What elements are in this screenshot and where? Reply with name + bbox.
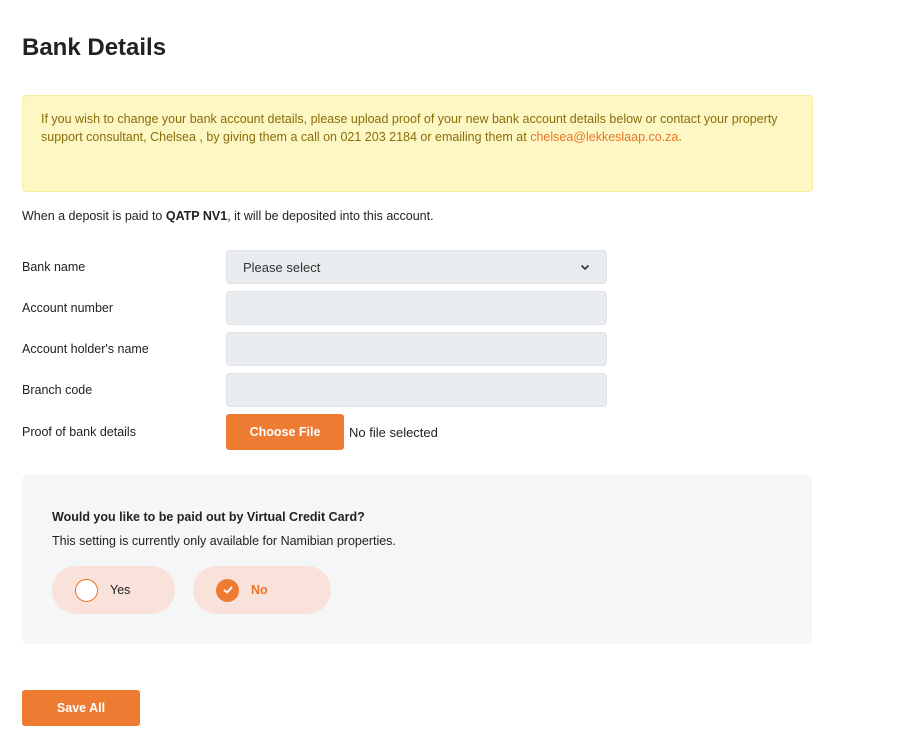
vcc-question: Would you like to be paid out by Virtual Credit Card? <box>52 510 365 524</box>
bank-name-selected-value: Please select <box>243 259 321 275</box>
proof-label: Proof of bank details <box>22 425 136 439</box>
account-holder-row <box>22 332 612 366</box>
intro-text: When a deposit is paid to <box>22 209 166 223</box>
account-number-input[interactable] <box>226 291 607 325</box>
account-number-row <box>22 291 612 325</box>
radio-unchecked-icon <box>75 579 98 602</box>
bank-name-select[interactable] <box>226 250 607 284</box>
save-all-button[interactable]: Save All <box>22 690 140 726</box>
vcc-no-label: No <box>251 583 268 597</box>
notice-text: If you wish to change your bank account details, please upload proof of your new bank account details below or contact your property support consultant, Chelsea , by giving them a call on 021 203 2184 or emailing them at <box>41 112 778 144</box>
file-status: No file selected <box>349 424 438 440</box>
vcc-yes-label: Yes <box>110 583 131 597</box>
branch-code-input[interactable] <box>226 373 607 407</box>
checkmark-icon <box>222 584 234 596</box>
deposit-intro <box>22 209 434 223</box>
intro-text-end: , it will be deposited into this account. <box>227 209 434 223</box>
proof-row <box>22 414 438 450</box>
account-holder-input[interactable] <box>226 332 607 366</box>
consultant-email-link[interactable]: chelsea@lekkeslaap.co.za <box>530 130 679 144</box>
vcc-yes-option[interactable] <box>52 566 175 614</box>
property-name: QATP NV1 <box>165 209 228 223</box>
radio-checked-icon <box>216 579 239 602</box>
vcc-panel <box>22 475 812 644</box>
bank-name-label: Bank name <box>22 260 86 274</box>
vcc-no-option[interactable] <box>193 566 331 614</box>
bank-change-notice <box>22 95 813 192</box>
notice-text-end: . <box>678 130 682 144</box>
page-title: Bank Details <box>22 34 167 61</box>
vcc-note: This setting is currently only available for Namibian properties. <box>52 534 396 548</box>
chevron-down-icon <box>580 262 590 272</box>
account-number-label: Account number <box>22 301 114 315</box>
branch-code-label: Branch code <box>22 383 93 397</box>
bank-name-row <box>22 250 612 284</box>
branch-code-row <box>22 373 612 407</box>
choose-file-button[interactable]: Choose File <box>226 414 344 450</box>
account-holder-label: Account holder's name <box>22 342 149 356</box>
